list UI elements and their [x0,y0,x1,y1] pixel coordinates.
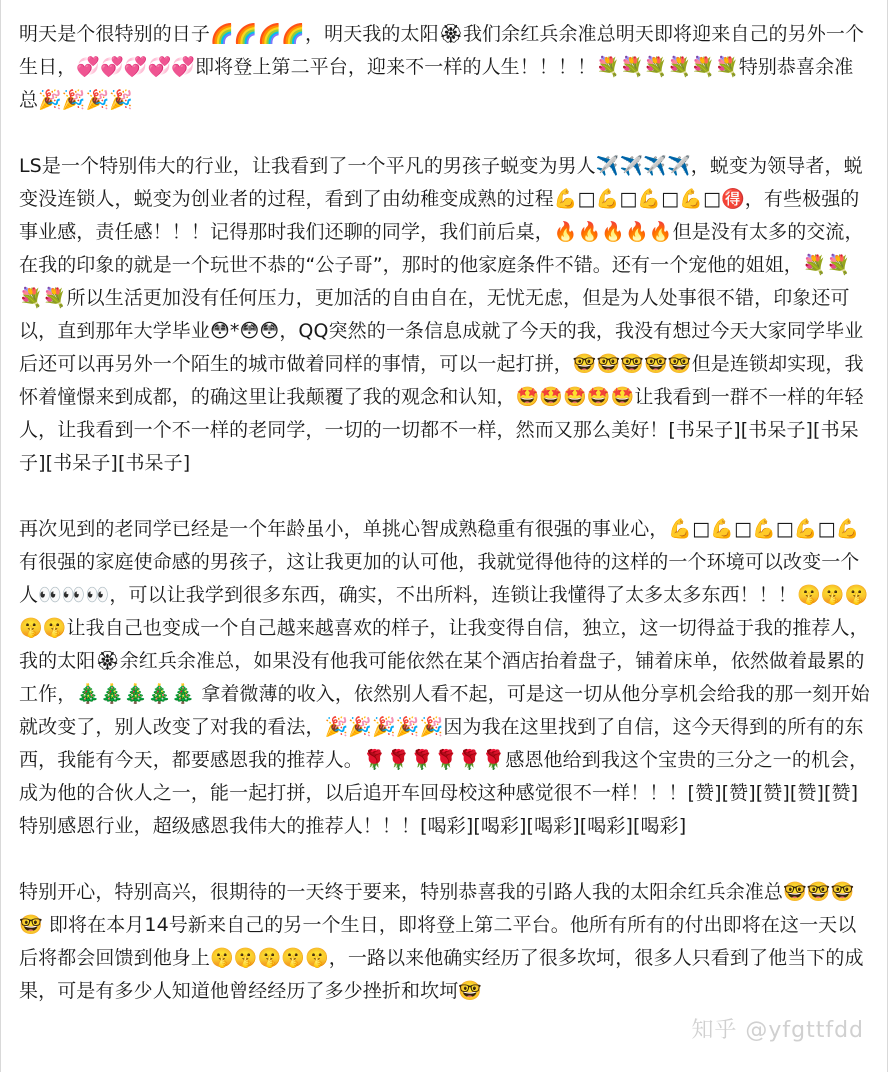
paragraph-2: LS是一个特别伟大的行业，让我看到了一个平凡的男孩子蜕变为男人✈️✈️✈️✈️，蜕变为领导者，蜕变没连锁人，蜕变为创业者的过程，看到了由幼稚变成熟的过程💪□💪□💪□💪□🉐，有些极强的事业感，责任感！！！记得那时我们还聊的同学，我们前后桌，🔥🔥🔥🔥🔥但是没有太多的交流，在我的印象的就是一个玩世不恭的“公子哥”，那时的他家庭条件不错。还有一个宠他的姐姐，💐💐💐💐所以生活更加没有任何压力，更加活的自由自在，无忧无虑，但是为人处事很不错，印象还可以，直到那年大学毕业😳*😳😳，QQ突然的一条信息成就了今天的我，我没有想过今天大家同学毕业后还可以再另外一个陌生的城市做着同样的事情，可以一起打拼，🤓🤓🤓🤓🤓但是连锁却实现，我怀着憧憬来到成都，的确这里让我颠覆了我的观念和认知，🤩🤩🤩🤩🤩让我看到一群不一样的年轻人，让我看到一个不一样的老同学，一切的一切都不一样，然而又那么美好！[书呆子][书呆子][书呆子][书呆子][书呆子] [19,155,864,474]
paragraph-1: 明天是个很特别的日子🌈🌈🌈🌈，明天我的太阳🏵我们余红兵余准总明天即将迎来自己的另外一个生日，💞💞💞💞💞即将登上第二平台，迎来不一样的人生！！！！💐💐💐💐💐💐特别恭喜余准总🎉🎉🎉🎉 [19,23,865,111]
paragraph-4: 特别开心，特别高兴，很期待的一天终于要来，特别恭喜我的引路人我的太阳余红兵余准总🤓🤓🤓🤓 即将在本月14号新来自己的另一个生日，即将登上第二平台。他所有所有的付出即将在这一天以后将都会回馈到他身上🤫🤫🤫🤫🤫，一路以来他确实经历了很多坎坷，很多人只看到了他当下的成果，可是有多少人知道他曾经经历了多少挫折和坎坷🤓 [19,881,864,1002]
post-body [19,18,871,1041]
paragraph-3: 再次见到的老同学已经是一个年龄虽小，单挑心智成熟稳重有很强的事业心，💪□💪□💪□💪□💪 有很强的家庭使命感的男孩子，这让我更加的认可他，我就觉得他待的这样的一个环境可以改变一个人👀👀👀，可以让我学到很多东西，确实，不出所料，连锁让我懂得了太多太多东西！！！🤫🤫🤫🤫🤫让我自己也变成一个自己越来越喜欢的样子，让我变得自信，独立，这一切得益于我的推荐人，我的太阳🏵余红兵余准总，如果没有他我可能依然在某个酒店抬着盘子，铺着床单，依然做着最累的工作，🎄🎄🎄🎄🎄 拿着微薄的收入，依然别人看不起，可是这一切从他分享机会给我的那一刻开始就改变了，别人改变了对我的看法，🎉🎉🎉🎉🎉因为我在这里找到了自信，这今天得到的所有的东西，我能有今天，都要感恩我的推荐人。🌹🌹🌹🌹🌹🌹感恩他给到我这个宝贵的三分之一的机会，成为他的合伙人之一，能一起打拼，以后追开车回母校这种感觉很不一样！！！[赞][赞][赞][赞][赞] 特别感恩行业，超级感恩我伟大的推荐人！！！[喝彩][喝彩][喝彩][喝彩][喝彩] [19,518,870,837]
zhihu-watermark: 知乎 @yfgttfdd [691,1018,864,1043]
